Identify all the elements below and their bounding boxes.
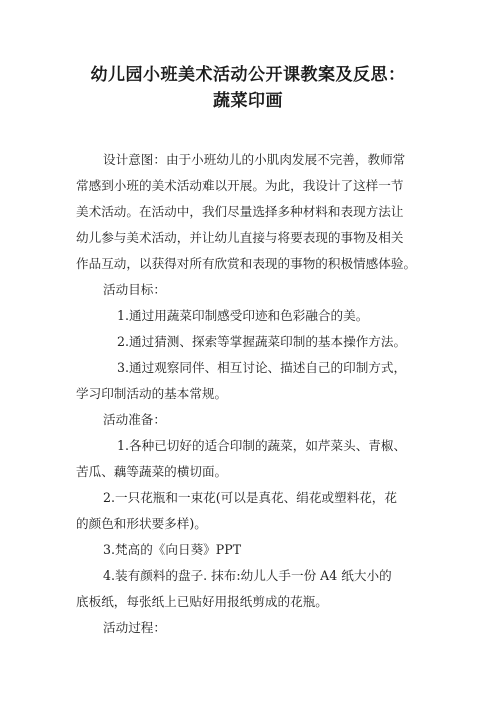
paragraph-line: 美术活动。在活动中，我们尽量选择多种材料和表现方法让 [76,204,404,219]
paragraph-line: 作品互动，以获得对所有欣赏和表现的事物的积极情感体验。 [76,256,417,271]
list-item: 2.通过猜测、探索等掌握蔬菜印制的基本操作方法。 [117,334,407,349]
list-item: 2.一只花瓶和一束花(可以是真花、绢花或塑料花，花 [103,490,397,505]
list-item-continuation: 的颜色和形状要多样)。 [76,516,207,531]
list-item-continuation: 学习印制活动的基本常规。 [76,386,228,401]
paragraph-line: 设计意图：由于小班幼儿的小肌肉发展不完善，教师常 [103,152,406,167]
section-heading: 活动准备： [103,412,166,427]
document-title-line-2: 蔬菜印画 [213,91,283,111]
paragraph-line: 幼儿参与美术活动，并让幼儿直接与将要表现的事物及相关 [76,230,404,245]
section-heading: 活动过程： [103,620,166,635]
list-item-continuation: 苦瓜、藕等蔬菜的横切面。 [76,464,228,479]
list-item: 4.装有颜料的盘子. 抹布:幼儿人手一份 A4 纸大小的 [103,568,392,583]
document-title-line-1: 幼儿园小班美术活动公开课教案及反思： [90,65,406,85]
list-item: 3.梵高的《向日葵》PPT [103,542,242,557]
list-item: 3.通过观察同伴、相互讨论、描述自己的印制方式， [117,360,407,375]
list-item: 1.各种已切好的适合印制的蔬菜，如芹菜头、青椒、 [117,438,407,453]
section-heading: 活动目标： [103,282,166,297]
paragraph-line: 常感到小班的美术活动难以开展。为此，我设计了这样一节 [76,178,404,193]
list-item-continuation: 底板纸，每张纸上已贴好用报纸剪成的花瓶。 [76,594,328,609]
list-item: 1.通过用蔬菜印制感受印迹和色彩融合的美。 [117,308,369,323]
